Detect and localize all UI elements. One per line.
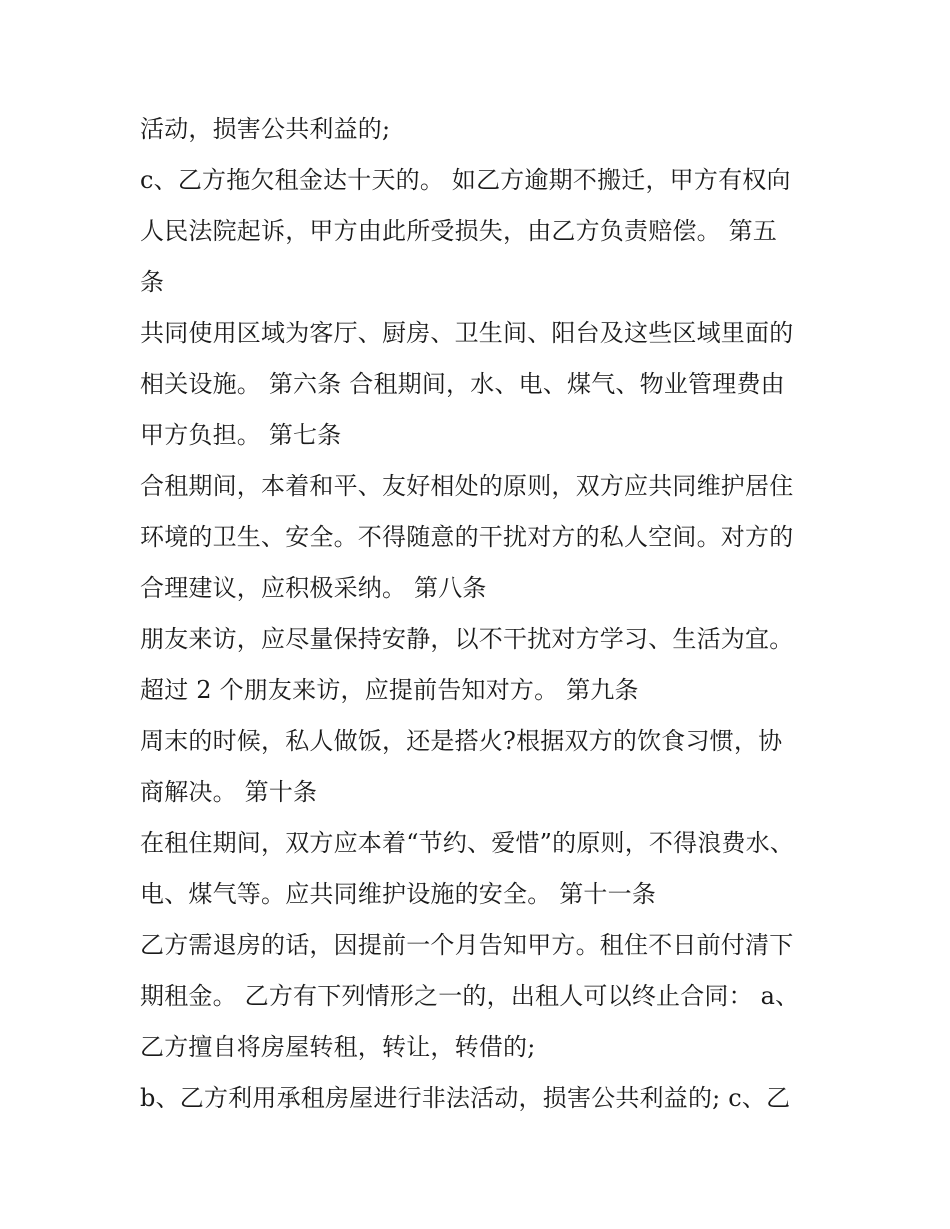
text-line: 乙方擅自将房屋转租，转让，转借的; xyxy=(140,1033,536,1061)
text-line: 合租期间，本着和平、友好相处的原则，双方应共同维护居住 xyxy=(140,472,794,500)
text-line: 活动，损害公共利益的; xyxy=(140,115,391,143)
text-line: 人民法院起诉，甲方由此所受损失，由乙方负责赔偿。 第五 xyxy=(140,217,778,245)
text-line: 商解决。 第十条 xyxy=(140,778,318,806)
text-line: 乙方需退房的话，因提前一个月告知甲方。租住不日前付清下 xyxy=(140,931,794,959)
text-line: 共同使用区域为客厅、厨房、卫生间、阳台及这些区域里面的 xyxy=(140,319,794,347)
text-line: 相关设施。 第六条 合租期间，水、电、煤气、物业管理费由 xyxy=(140,370,785,398)
text-line: 合理建议，应积极采纳。 第八条 xyxy=(140,574,487,602)
text-line: c、乙方拖欠租金达十天的。 如乙方逾期不搬迁，甲方有权向 xyxy=(140,166,791,194)
document-body xyxy=(140,104,830,1124)
text-line: 甲方负担。 第七条 xyxy=(140,421,342,449)
text-line: 朋友来访，应尽量保持安静，以不干扰对方学习、生活为宜。 xyxy=(140,625,794,653)
text-line: 条 xyxy=(140,268,165,296)
text-line: 电、煤气等。应共同维护设施的安全。 第十一条 xyxy=(140,880,657,908)
text-line: 环境的卫生、安全。不得随意的干扰对方的私人空间。对方的 xyxy=(140,523,794,551)
text-line: 期租金。 乙方有下列情形之一的，出租人可以终止合同： a、 xyxy=(140,982,800,1010)
text-line: 在租住期间，双方应本着“节约、爱惜”的原则，不得浪费水、 xyxy=(140,829,795,857)
text-line: b、乙方利用承租房屋进行非法活动，损害公共利益的; c、乙 xyxy=(140,1084,791,1112)
text-line: 周末的时候，私人做饭，还是搭火?根据双方的饮食习惯，协 xyxy=(140,727,783,755)
text-line: 超过 2 个朋友来访，应提前告知对方。 第九条 xyxy=(140,676,639,704)
